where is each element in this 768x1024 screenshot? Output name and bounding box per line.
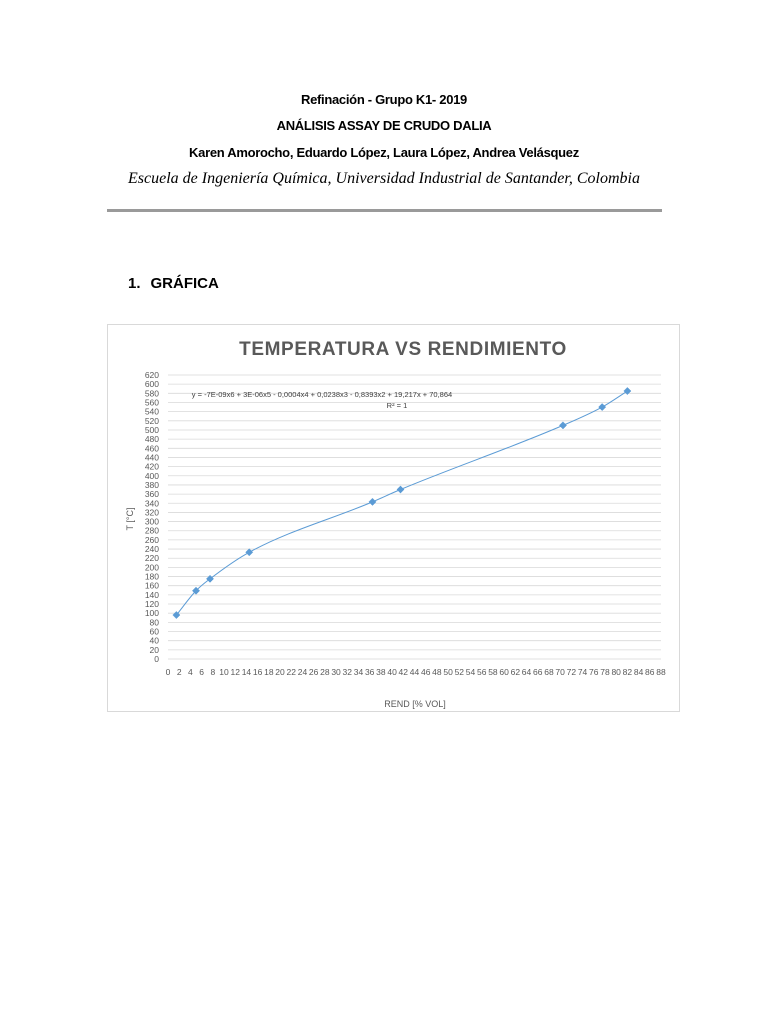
x-tick-label: 24: [297, 667, 308, 677]
y-tick-label: 380: [144, 479, 159, 490]
temperature-vs-yield-chart: [108, 325, 681, 713]
x-tick-label: 86: [645, 667, 655, 677]
affiliation-line: Escuela de Ingeniería Química, Universidad Industrial de Santander, Colombia: [128, 170, 640, 187]
x-tick-label: 82: [622, 667, 633, 677]
x-tick-label: 28: [320, 667, 330, 677]
data-point: [246, 549, 253, 556]
x-tick-label: 32: [342, 667, 353, 677]
data-point: [559, 422, 566, 429]
x-tick-label: 10: [219, 667, 229, 677]
x-tick-label: 46: [420, 667, 431, 677]
trendline-equation: y = -7E-09x6 + 3E-06x5 - 0,0004x4 + 0,0238x3 - 0,8393x2 + 19,217x + 70,864: [191, 390, 453, 399]
x-tick-label: 72: [566, 667, 577, 677]
y-tick-label: 580: [144, 388, 159, 399]
y-tick-label: 460: [144, 443, 159, 454]
y-tick-label: 340: [144, 498, 159, 509]
x-tick-label: 54: [465, 667, 476, 677]
x-tick-label: 56: [476, 667, 487, 677]
y-tick-label: 360: [144, 489, 159, 500]
section-heading: [128, 275, 219, 292]
x-tick-label: 88: [656, 667, 666, 677]
x-tick-label: 36: [364, 667, 375, 677]
y-tick-label: 620: [144, 370, 159, 380]
x-tick-label: 64: [521, 667, 532, 677]
authors-line: Karen Amorocho, Eduardo López, Laura López, Andrea Velásquez: [189, 145, 579, 160]
y-tick-label: 20: [149, 644, 159, 655]
x-tick-label: 0: [165, 667, 171, 677]
header-divider: [107, 209, 662, 212]
y-tick-labels: [145, 370, 159, 664]
x-tick-label: 20: [275, 667, 285, 677]
x-tick-label: 40: [387, 667, 397, 677]
x-tick-label: 80: [611, 667, 621, 677]
x-tick-label: 16: [252, 667, 263, 677]
y-tick-label: 240: [144, 544, 159, 555]
x-tick-label: 38: [376, 667, 386, 677]
x-tick-label: 66: [533, 667, 543, 677]
x-tick-label: 14: [241, 667, 252, 677]
x-tick-label: 12: [230, 667, 240, 677]
y-tick-label: 120: [144, 599, 159, 610]
y-tick-label: 440: [144, 452, 159, 463]
y-axis-label: T [°C]: [125, 507, 135, 531]
x-tick-label: 44: [409, 667, 420, 677]
x-tick-label: 42: [398, 667, 409, 677]
x-tick-label: 26: [308, 667, 319, 677]
x-tick-label: 2: [176, 667, 182, 677]
y-tick-label: 100: [144, 608, 159, 619]
course-line: Refinación - Grupo K1- 2019: [301, 92, 467, 107]
y-tick-label: 200: [144, 562, 159, 573]
y-tick-label: 260: [144, 534, 159, 545]
section-number: 1.: [128, 275, 141, 292]
y-tick-label: 320: [144, 507, 159, 518]
x-tick-label: 22: [286, 667, 296, 677]
y-tick-label: 280: [144, 525, 159, 536]
y-tick-label: 420: [144, 461, 159, 472]
x-tick-label: 4: [188, 667, 193, 677]
y-tick-label: 60: [149, 626, 159, 637]
x-axis-label: REND [% VOL]: [384, 699, 446, 709]
y-tick-label: 0: [154, 654, 159, 664]
y-tick-label: 500: [144, 424, 159, 435]
section-title: GRÁFICA: [150, 275, 219, 292]
y-tick-label: 40: [149, 635, 159, 646]
y-tick-label: 520: [144, 415, 159, 426]
x-tick-label: 60: [499, 667, 509, 677]
x-tick-label: 52: [454, 667, 465, 677]
y-tick-label: 400: [144, 470, 159, 481]
document-title: ANÁLISIS ASSAY DE CRUDO DALIA: [276, 118, 492, 133]
grid-lines: [168, 375, 661, 659]
data-point: [599, 403, 606, 410]
x-tick-label: 70: [555, 667, 565, 677]
x-tick-label: 58: [488, 667, 498, 677]
x-tick-label: 30: [331, 667, 341, 677]
x-tick-label: 18: [264, 667, 274, 677]
data-point: [397, 486, 404, 493]
y-tick-label: 180: [144, 571, 159, 582]
chart-container: [107, 324, 680, 712]
y-tick-label: 80: [149, 617, 159, 628]
data-point: [369, 498, 376, 505]
x-tick-label: 68: [544, 667, 554, 677]
chart-title: TEMPERATURA VS RENDIMIENTO: [239, 339, 567, 360]
x-tick-labels: [166, 667, 666, 677]
x-tick-label: 8: [210, 667, 216, 677]
x-tick-label: 62: [510, 667, 521, 677]
x-tick-label: 84: [633, 667, 644, 677]
x-tick-label: 48: [432, 667, 442, 677]
y-tick-label: 560: [144, 397, 159, 408]
y-tick-label: 600: [144, 379, 159, 390]
y-tick-label: 140: [144, 589, 159, 600]
y-tick-label: 160: [144, 580, 159, 591]
x-tick-label: 34: [353, 667, 364, 677]
x-tick-label: 50: [443, 667, 453, 677]
x-tick-label: 78: [600, 667, 610, 677]
r-squared-label: R² = 1: [386, 401, 408, 410]
x-tick-label: 76: [589, 667, 599, 677]
x-tick-label: 74: [577, 667, 588, 677]
y-tick-label: 220: [144, 553, 159, 564]
y-tick-label: 480: [144, 434, 159, 445]
y-tick-label: 300: [144, 516, 159, 527]
x-tick-label: 6: [199, 667, 204, 677]
y-tick-label: 540: [144, 406, 159, 417]
